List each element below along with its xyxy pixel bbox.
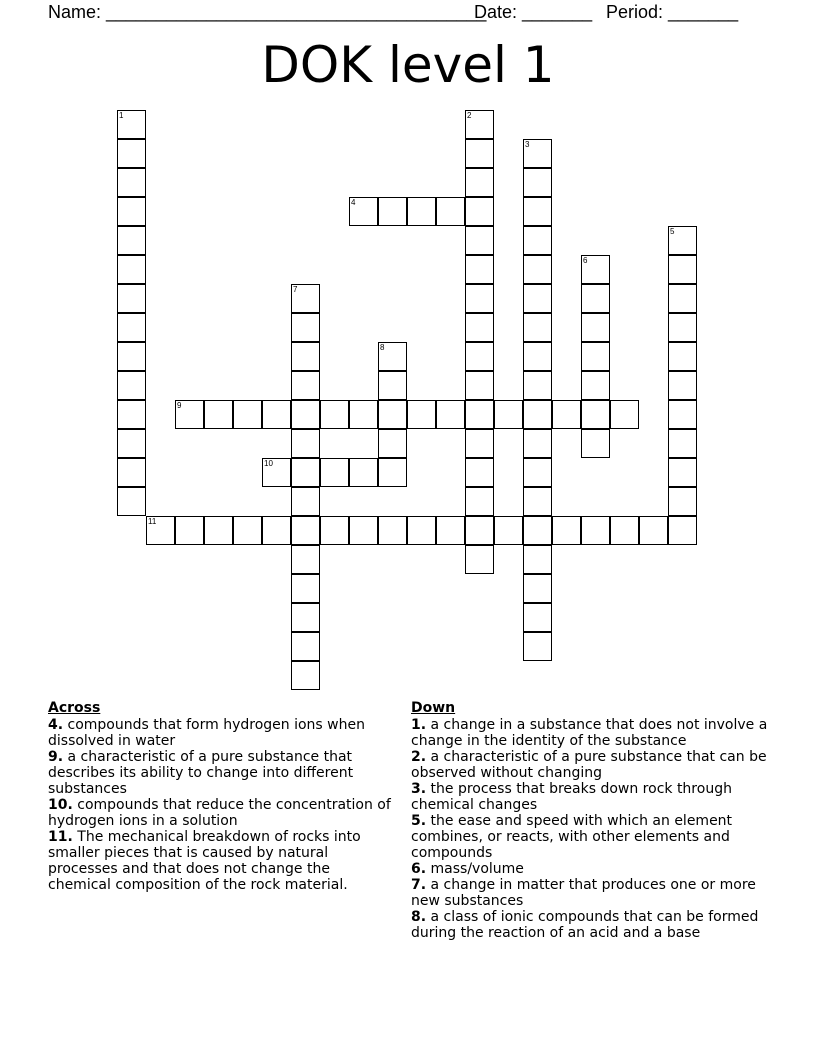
- grid-cell[interactable]: [494, 516, 523, 545]
- clue-number: 4.: [48, 717, 64, 733]
- clue-text: the process that breaks down rock through chemical changes: [411, 781, 732, 813]
- grid-cell[interactable]: [291, 545, 320, 574]
- grid-cell[interactable]: [320, 516, 349, 545]
- grid-cell[interactable]: [262, 516, 291, 545]
- grid-cell[interactable]: [146, 516, 175, 545]
- grid-cell[interactable]: [465, 313, 494, 342]
- grid-cell[interactable]: [436, 400, 465, 429]
- grid-cell[interactable]: [523, 516, 552, 545]
- clue-number-label: 10: [264, 459, 273, 468]
- grid-cell[interactable]: [523, 487, 552, 516]
- grid-cell[interactable]: [291, 574, 320, 603]
- grid-cell[interactable]: [291, 342, 320, 371]
- grid-cell[interactable]: [639, 516, 668, 545]
- grid-cell[interactable]: [378, 458, 407, 487]
- date-field[interactable]: Date: _______: [474, 2, 593, 22]
- period-field[interactable]: Period: _______: [606, 2, 739, 22]
- grid-cell[interactable]: [378, 342, 407, 371]
- grid-cell[interactable]: [668, 313, 697, 342]
- grid-cell[interactable]: [436, 197, 465, 226]
- grid-cell[interactable]: [581, 429, 610, 458]
- clue-number: 11.: [48, 829, 73, 845]
- grid-cell[interactable]: [523, 545, 552, 574]
- grid-cell[interactable]: [668, 371, 697, 400]
- grid-cell[interactable]: [523, 313, 552, 342]
- grid-cell[interactable]: [523, 603, 552, 632]
- grid-cell[interactable]: [117, 487, 146, 516]
- grid-cell[interactable]: [581, 371, 610, 400]
- down-clue: [411, 749, 781, 781]
- grid-cell[interactable]: [117, 458, 146, 487]
- grid-cell[interactable]: [349, 516, 378, 545]
- grid-cell[interactable]: [378, 371, 407, 400]
- clue-number-label: 2: [467, 111, 472, 120]
- grid-cell[interactable]: [523, 574, 552, 603]
- grid-cell[interactable]: [291, 603, 320, 632]
- grid-cell[interactable]: [117, 400, 146, 429]
- grid-cell[interactable]: [465, 255, 494, 284]
- grid-cell[interactable]: [668, 516, 697, 545]
- grid-cell[interactable]: [581, 342, 610, 371]
- grid-cell[interactable]: [581, 516, 610, 545]
- grid-cell[interactable]: [204, 516, 233, 545]
- grid-cell[interactable]: [117, 284, 146, 313]
- grid-cell[interactable]: [117, 342, 146, 371]
- clue-number: 6.: [411, 861, 427, 877]
- grid-cell[interactable]: [349, 458, 378, 487]
- across-clue: [48, 829, 393, 893]
- grid-cell[interactable]: [465, 284, 494, 313]
- grid-cell[interactable]: [117, 110, 146, 139]
- grid-cell[interactable]: [291, 516, 320, 545]
- clue-number: 3.: [411, 781, 427, 797]
- grid-cell[interactable]: [407, 516, 436, 545]
- grid-cell[interactable]: [117, 197, 146, 226]
- grid-cell[interactable]: [523, 226, 552, 255]
- clue-number: 2.: [411, 749, 427, 765]
- grid-cell[interactable]: [668, 284, 697, 313]
- grid-cell[interactable]: [668, 458, 697, 487]
- grid-cell[interactable]: [204, 400, 233, 429]
- clue-text: a change in matter that produces one or more new substances: [411, 877, 756, 909]
- clue-number: 1.: [411, 717, 427, 733]
- grid-cell[interactable]: [465, 516, 494, 545]
- clue-number: 10.: [48, 797, 73, 813]
- clue-number-label: 7: [293, 285, 298, 294]
- grid-cell[interactable]: [465, 110, 494, 139]
- grid-cell[interactable]: [581, 255, 610, 284]
- down-clue: [411, 909, 781, 941]
- grid-cell[interactable]: [117, 255, 146, 284]
- grid-cell[interactable]: [465, 168, 494, 197]
- clue-number-label: 4: [351, 198, 356, 207]
- across-clues: [48, 700, 393, 893]
- grid-cell[interactable]: [610, 400, 639, 429]
- grid-cell[interactable]: [523, 371, 552, 400]
- clue-text: a class of ionic compounds that can be formed during the reaction of an acid and a base: [411, 909, 759, 941]
- grid-cell[interactable]: [465, 458, 494, 487]
- clue-text: mass/volume: [430, 861, 524, 877]
- clue-text: The mechanical breakdown of rocks into smaller pieces that is caused by natural processes and that does not change the chemical composition of the rock material.: [48, 829, 361, 893]
- grid-cell[interactable]: [291, 487, 320, 516]
- grid-cell[interactable]: [552, 516, 581, 545]
- grid-cell[interactable]: [668, 487, 697, 516]
- grid-cell[interactable]: [291, 313, 320, 342]
- down-clue: [411, 717, 781, 749]
- grid-cell[interactable]: [581, 313, 610, 342]
- grid-cell[interactable]: [291, 661, 320, 690]
- grid-cell[interactable]: [668, 255, 697, 284]
- grid-cell[interactable]: [117, 371, 146, 400]
- clue-number-label: 9: [177, 401, 182, 410]
- clue-number: 7.: [411, 877, 427, 893]
- grid-cell[interactable]: [117, 226, 146, 255]
- down-clue: [411, 781, 781, 813]
- down-clue: [411, 813, 781, 861]
- grid-cell[interactable]: [523, 458, 552, 487]
- grid-cell[interactable]: [668, 400, 697, 429]
- page-title: DOK level 1: [261, 36, 555, 94]
- grid-cell[interactable]: [523, 284, 552, 313]
- clue-number-label: 6: [583, 256, 588, 265]
- grid-cell[interactable]: [349, 400, 378, 429]
- clue-number-label: 8: [380, 343, 385, 352]
- grid-cell[interactable]: [175, 516, 204, 545]
- grid-cell[interactable]: [523, 197, 552, 226]
- grid-cell[interactable]: [610, 516, 639, 545]
- grid-cell[interactable]: [291, 371, 320, 400]
- grid-cell[interactable]: [291, 400, 320, 429]
- grid-cell[interactable]: [523, 139, 552, 168]
- grid-cell[interactable]: [117, 139, 146, 168]
- clue-text: a change in a substance that does not involve a change in the identity of the substance: [411, 717, 768, 749]
- grid-cell[interactable]: [378, 400, 407, 429]
- clue-number-label: 11: [148, 517, 157, 526]
- grid-cell[interactable]: [465, 139, 494, 168]
- grid-cell[interactable]: [523, 632, 552, 661]
- grid-cell[interactable]: [465, 400, 494, 429]
- grid-cell[interactable]: [523, 168, 552, 197]
- grid-cell[interactable]: [668, 429, 697, 458]
- grid-cell[interactable]: [552, 400, 581, 429]
- grid-cell[interactable]: [291, 458, 320, 487]
- grid-cell[interactable]: [523, 342, 552, 371]
- grid-cell[interactable]: [291, 284, 320, 313]
- grid-cell[interactable]: [233, 400, 262, 429]
- down-clue: [411, 861, 781, 877]
- grid-cell[interactable]: [291, 429, 320, 458]
- grid-cell[interactable]: [581, 400, 610, 429]
- grid-cell[interactable]: [465, 342, 494, 371]
- name-field[interactable]: Name: ______________________________________: [48, 2, 487, 22]
- grid-cell[interactable]: [523, 429, 552, 458]
- clue-number-label: 1: [119, 111, 124, 120]
- clue-number: 9.: [48, 749, 64, 765]
- across-clue: [48, 797, 393, 829]
- grid-cell[interactable]: [523, 400, 552, 429]
- grid-cell[interactable]: [262, 458, 291, 487]
- grid-cell[interactable]: [436, 516, 465, 545]
- grid-cell[interactable]: [668, 226, 697, 255]
- grid-cell[interactable]: [465, 429, 494, 458]
- grid-cell[interactable]: [291, 632, 320, 661]
- grid-cell[interactable]: [378, 197, 407, 226]
- grid-cell[interactable]: [262, 400, 291, 429]
- grid-cell[interactable]: [117, 168, 146, 197]
- down-clues: [411, 700, 781, 941]
- grid-cell[interactable]: [349, 197, 378, 226]
- across-heading: Across: [48, 700, 101, 716]
- grid-cell[interactable]: [523, 255, 552, 284]
- clue-number-label: 3: [525, 140, 530, 149]
- grid-cell[interactable]: [378, 516, 407, 545]
- clue-number: 8.: [411, 909, 427, 925]
- grid-cell[interactable]: [668, 342, 697, 371]
- grid-cell[interactable]: [117, 429, 146, 458]
- grid-cell[interactable]: [233, 516, 262, 545]
- grid-cell[interactable]: [465, 197, 494, 226]
- grid-cell[interactable]: [378, 429, 407, 458]
- across-clue: [48, 749, 393, 797]
- grid-cell[interactable]: [465, 545, 494, 574]
- grid-cell[interactable]: [407, 197, 436, 226]
- grid-cell[interactable]: [494, 400, 523, 429]
- clue-text: a characteristic of a pure substance that can be observed without changing: [411, 749, 767, 781]
- grid-cell[interactable]: [407, 400, 436, 429]
- grid-cell[interactable]: [465, 487, 494, 516]
- across-clue: [48, 717, 393, 749]
- grid-cell[interactable]: [320, 400, 349, 429]
- down-clue: [411, 877, 781, 909]
- down-heading: Down: [411, 700, 456, 716]
- grid-cell[interactable]: [117, 313, 146, 342]
- clue-number: 5.: [411, 813, 427, 829]
- grid-cell[interactable]: [465, 371, 494, 400]
- clue-number-label: 5: [670, 227, 675, 236]
- clue-text: compounds that form hydrogen ions when dissolved in water: [48, 717, 365, 749]
- grid-cell[interactable]: [581, 284, 610, 313]
- grid-cell[interactable]: [175, 400, 204, 429]
- clue-text: a characteristic of a pure substance that describes its ability to change into different substances: [48, 749, 354, 797]
- grid-cell[interactable]: [465, 226, 494, 255]
- clue-text: the ease and speed with which an element combines, or reacts, with other elements and compounds: [411, 813, 733, 861]
- grid-cell[interactable]: [320, 458, 349, 487]
- clue-text: compounds that reduce the concentration of hydrogen ions in a solution: [48, 797, 391, 829]
